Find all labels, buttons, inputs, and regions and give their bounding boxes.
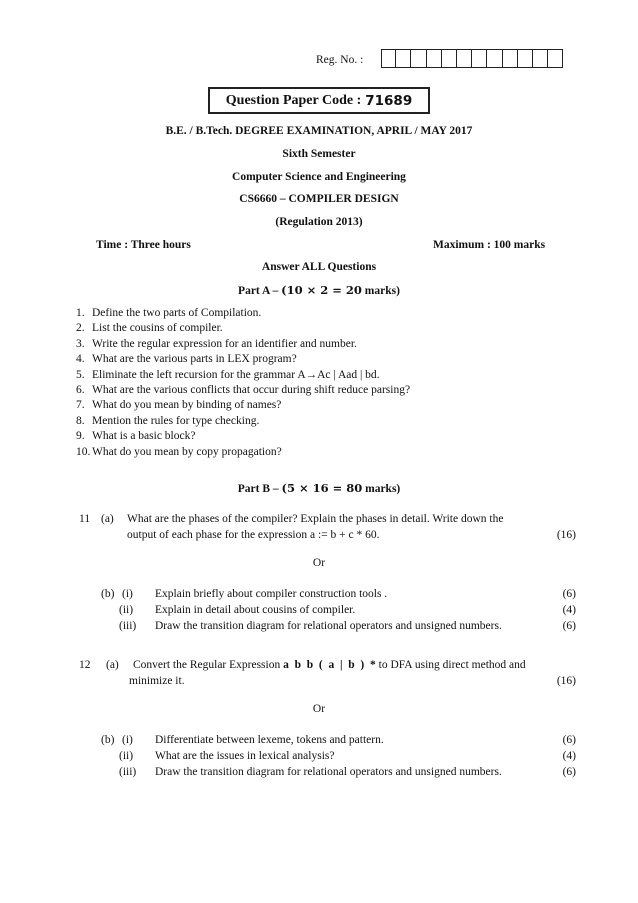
reg-number-label: Reg. No. : — [316, 54, 364, 66]
list-item — [76, 429, 410, 444]
list-item — [76, 445, 410, 460]
qpc-code: 71689 — [365, 92, 413, 109]
question-marks: (6) — [562, 588, 576, 600]
question-text-prefix: Convert the Regular Expression — [133, 659, 284, 671]
question-number: 1. — [76, 307, 85, 319]
question-text: What are the various parts in LEX program? — [92, 353, 297, 366]
question-text: Explain briefly about compiler construction tools . — [155, 588, 388, 600]
question-number: 4. — [76, 353, 85, 366]
reg-digit-box — [427, 49, 442, 68]
question-marks: (4) — [562, 604, 576, 616]
subpart-label: (i) — [122, 734, 133, 746]
question-marks: (16) — [556, 529, 576, 541]
exam-course: CS6660 – COMPILER DESIGN — [239, 193, 399, 205]
list-item — [76, 337, 410, 352]
question-text: output of each phase for the expression a := b + c * 60. — [127, 529, 380, 541]
question-paper-code-box — [208, 87, 430, 114]
question-number: 9. — [76, 430, 85, 443]
question-text: What are the issues in lexical analysis? — [155, 750, 335, 762]
question-number: 10. — [76, 445, 91, 458]
list-item — [76, 414, 410, 429]
part-b-heading-suffix: marks) — [362, 483, 401, 495]
question-number: 8. — [76, 414, 85, 427]
question-text: Draw the transition diagram for relational operators and unsigned numbers. — [155, 766, 502, 778]
list-item — [76, 383, 410, 398]
question-marks: (16) — [556, 675, 576, 687]
list-item — [76, 321, 410, 336]
subpart-label: (i) — [122, 588, 133, 600]
exam-instruction: Answer ALL Questions — [261, 261, 377, 273]
question-text: Draw the transition diagram for relational operators and unsigned numbers. — [155, 620, 502, 632]
reg-digit-box — [487, 49, 502, 68]
reg-digit-box — [472, 49, 487, 68]
question-text: What do you mean by binding of names? — [92, 399, 282, 412]
question-number: 7. — [76, 399, 85, 412]
reg-digit-box — [548, 49, 563, 68]
question-number: 5. — [76, 368, 85, 381]
reg-digit-box — [518, 49, 533, 68]
list-item — [76, 368, 410, 383]
list-item — [76, 398, 410, 413]
regular-expression: a b b ( a | b ) * — [283, 659, 376, 671]
question-number: 11 — [79, 513, 91, 525]
reg-digit-box — [457, 49, 472, 68]
exam-regulation: (Regulation 2013) — [275, 216, 363, 228]
exam-title: B.E. / B.Tech. DEGREE EXAMINATION, APRIL / MAY 2017 — [165, 125, 473, 137]
subquestion-label: (a) — [106, 659, 119, 671]
question-text: Write the regular expression for an identifier and number. — [92, 337, 357, 350]
list-item — [76, 352, 410, 367]
question-text — [133, 659, 526, 671]
question-marks: (6) — [562, 620, 576, 632]
question-text: Define the two parts of Compilation. — [92, 307, 262, 319]
question-text: Mention the rules for type checking. — [92, 414, 260, 427]
question-text: What is a basic block? — [92, 430, 196, 443]
part-b-heading-math: (5 × 16 = 80 — [281, 481, 363, 495]
question-text: List the cousins of compiler. — [92, 322, 223, 335]
part-b-heading — [0, 481, 638, 495]
reg-digit-box — [442, 49, 457, 68]
exam-max-marks: Maximum : 100 marks — [433, 239, 546, 251]
question-text: Explain in detail about cousins of compiler. — [155, 604, 356, 616]
part-b-heading-prefix: Part B – — [237, 483, 282, 495]
question-text: minimize it. — [129, 675, 185, 687]
subpart-label: (ii) — [119, 604, 134, 616]
subpart-label: (ii) — [119, 750, 134, 762]
question-marks: (4) — [562, 750, 576, 762]
part-a-heading-math: (10 × 2 = 20 — [281, 283, 362, 297]
reg-digit-box — [533, 49, 548, 68]
exam-time: Time : Three hours — [96, 239, 191, 251]
or-separator: Or — [312, 557, 326, 569]
part-a-heading — [0, 283, 638, 297]
list-item — [76, 306, 410, 321]
reg-digit-box — [503, 49, 518, 68]
exam-department: Computer Science and Engineering — [232, 171, 406, 183]
question-text: What are the phases of the compiler? Explain the phases in detail. Write down the — [127, 513, 504, 525]
subquestion-label: (b) — [101, 734, 115, 746]
question-number: 6. — [76, 384, 85, 397]
subpart-label: (iii) — [119, 620, 137, 632]
subpart-label: (iii) — [119, 766, 137, 778]
question-marks: (6) — [562, 766, 576, 778]
qpc-label: Question Paper Code : — [225, 92, 362, 108]
or-separator: Or — [312, 703, 326, 715]
part-a-heading-prefix: Part A – — [238, 285, 282, 297]
part-a-heading-suffix: marks) — [361, 285, 400, 297]
question-text: What are the various conflicts that occur during shift reduce parsing? — [92, 384, 411, 397]
question-text: Differentiate between lexeme, tokens and pattern. — [155, 734, 384, 746]
question-text: What do you mean by copy propagation? — [92, 445, 282, 458]
question-text-suffix: to DFA using direct method and — [375, 659, 526, 671]
question-text: Eliminate the left recursion for the grammar A→Ac | Aad | bd. — [92, 368, 380, 381]
subquestion-label: (a) — [101, 513, 114, 525]
part-a-question-list — [76, 306, 410, 460]
reg-number-boxes — [381, 49, 563, 68]
question-number: 3. — [76, 337, 85, 350]
subquestion-label: (b) — [101, 588, 115, 600]
question-number: 2. — [76, 322, 85, 335]
reg-digit-box — [396, 49, 411, 68]
question-number: 12 — [79, 659, 91, 671]
reg-digit-box — [381, 49, 396, 68]
exam-semester: Sixth Semester — [282, 148, 356, 160]
reg-digit-box — [411, 49, 426, 68]
question-marks: (6) — [562, 734, 576, 746]
